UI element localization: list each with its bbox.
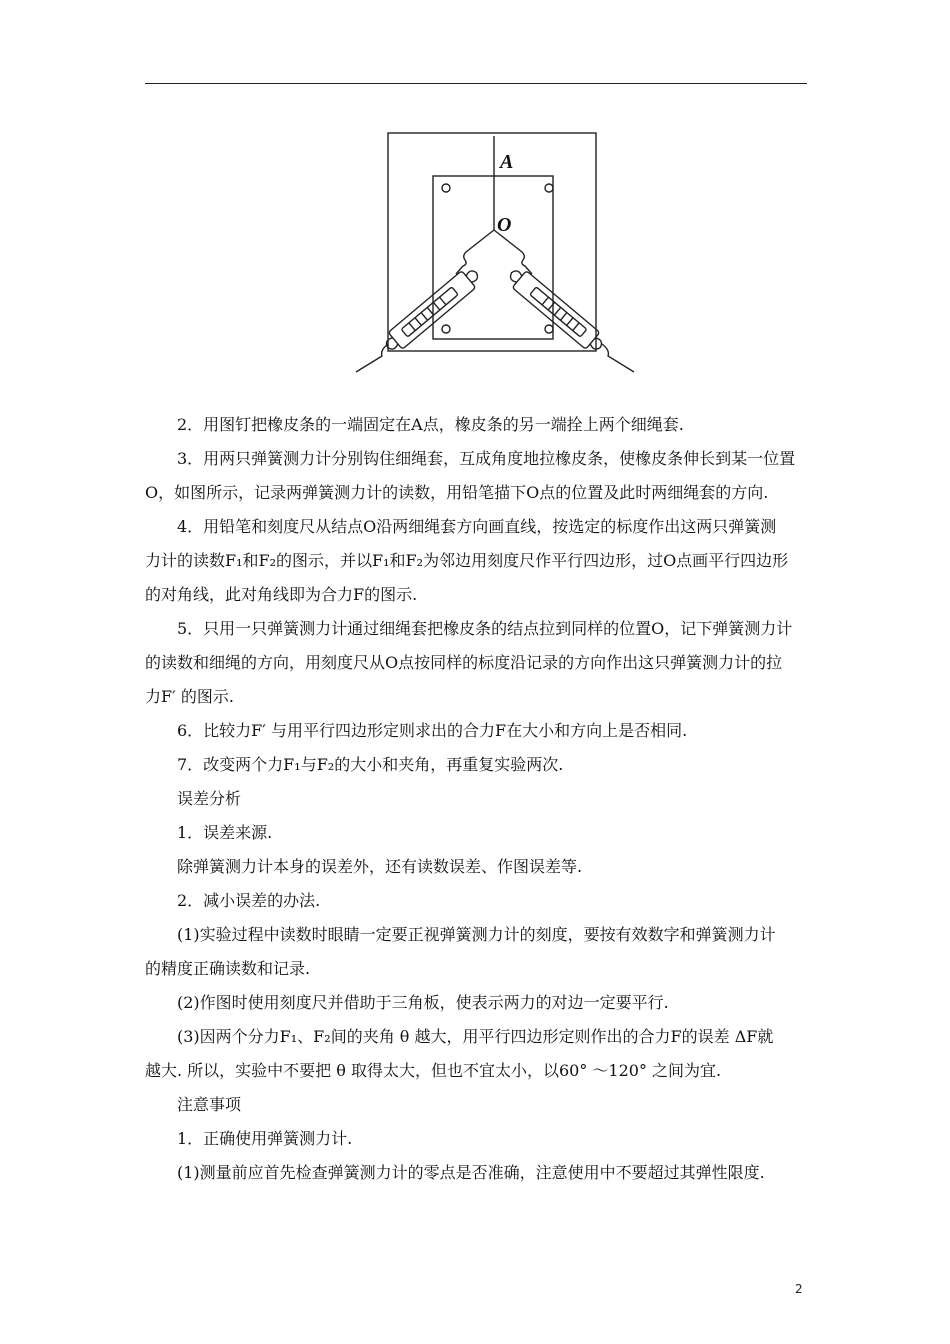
step-4-line1: 4．用铅笔和刻度尺从结点O沿两细绳套方向画直线，按选定的标度作出这两只弹簧测 bbox=[177, 517, 777, 536]
step-2: 2．用图钉把橡皮条的一端固定在A点，橡皮条的另一端拴上两个细绳套. bbox=[177, 415, 684, 434]
error-item-1: 1．误差来源. bbox=[177, 823, 273, 842]
spring-balance-right bbox=[504, 264, 607, 355]
paper-sheet bbox=[433, 176, 553, 339]
error-sub-1-line1: (1)实验过程中读数时眼睛一定要正视弹簧测力计的刻度，要按有效数字和弹簧测力计 bbox=[177, 925, 776, 944]
thumbtack-icon bbox=[442, 325, 450, 333]
error-item-1-text: 除弹簧测力计本身的误差外，还有读数误差、作图误差等. bbox=[177, 857, 583, 876]
error-item-2: 2．减小误差的办法. bbox=[177, 891, 321, 910]
error-analysis-heading: 误差分析 bbox=[177, 789, 242, 808]
pull-line-right bbox=[602, 344, 634, 372]
error-sub-1-line2: 的精度正确读数和记录. bbox=[145, 959, 311, 978]
thumbtack-icon bbox=[545, 184, 553, 192]
pull-line-left bbox=[356, 344, 388, 372]
spring-balance-left bbox=[380, 264, 483, 355]
error-sub-3-line1: (3)因两个分力F₁、F₂间的夹角 θ 越大，用平行四边形定则作出的合力F的误差 ΔF就 bbox=[177, 1027, 774, 1046]
board-outline bbox=[388, 133, 596, 351]
step-7: 7．改变两个力F₁与F₂的大小和夹角，再重复实验两次. bbox=[177, 755, 564, 774]
error-sub-3-line2: 越大. 所以，实验中不要把 θ 取得太大，但也不宜太小，以60° ～120° 之间为宜. bbox=[145, 1061, 722, 1080]
experiment-figure bbox=[350, 130, 640, 385]
label-o: O bbox=[497, 214, 512, 236]
precaution-item-1: 1．正确使用弹簧测力计. bbox=[177, 1129, 353, 1148]
thumbtack-icon bbox=[545, 325, 553, 333]
step-5-line1: 5．只用一只弹簧测力计通过细绳套把橡皮条的结点拉到同样的位置O，记下弹簧测力计 bbox=[177, 619, 793, 638]
step-6: 6．比较力F′ 与用平行四边形定则求出的合力F在大小和方向上是否相同. bbox=[177, 721, 688, 740]
step-5-line3: 力F′ 的图示. bbox=[145, 687, 234, 706]
string-left bbox=[456, 230, 494, 274]
page-number: 2 bbox=[795, 1282, 803, 1296]
thumbtack-icon bbox=[442, 184, 450, 192]
document-body bbox=[145, 408, 810, 1190]
header-rule bbox=[145, 83, 807, 84]
force-table-diagram bbox=[350, 130, 640, 385]
step-3-line1: 3．用两只弹簧测力计分别钩住细绳套，互成角度地拉橡皮条，使橡皮条伸长到某一位置 bbox=[177, 449, 796, 468]
label-a: A bbox=[500, 151, 514, 173]
string-right bbox=[494, 230, 532, 274]
step-4-line2: 力计的读数F₁和F₂的图示，并以F₁和F₂为邻边用刻度尺作平行四边形，过O点画平行四边形 bbox=[145, 551, 789, 570]
error-sub-2: (2)作图时使用刻度尺并借助于三角板，使表示两力的对边一定要平行. bbox=[177, 993, 669, 1012]
step-3-line2: O，如图所示，记录两弹簧测力计的读数，用铅笔描下O点的位置及此时两细绳套的方向. bbox=[145, 483, 769, 502]
step-5-line2: 的读数和细绳的方向，用刻度尺从O点按同样的标度沿记录的方向作出这只弹簧测力计的拉 bbox=[145, 653, 783, 672]
step-4-line3: 的对角线，此对角线即为合力F的图示. bbox=[145, 585, 418, 604]
precautions-heading: 注意事项 bbox=[177, 1095, 242, 1114]
precaution-sub-1: (1)测量前应首先检查弹簧测力计的零点是否准确，注意使用中不要超过其弹性限度. bbox=[177, 1163, 765, 1182]
